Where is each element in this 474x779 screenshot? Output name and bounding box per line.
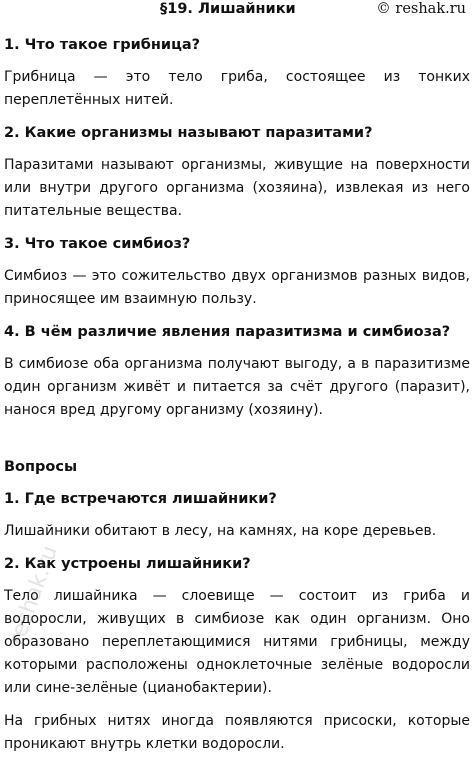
- answer-text: Симбиоз — это сожительство двух организмов разных видов, приносящее им взаимную пользу.: [4, 268, 470, 307]
- watermark-text: reshak.ru: [4, 542, 63, 649]
- answer-text-continued: На грибных нитях иногда появляются присоски, которые проникают внутрь клетки водоросли.: [4, 713, 470, 752]
- answer-text: Паразитами называют организмы, живущие на поверхности или внутри другого организма (хозяина), извлекая из него питательные вещества.: [4, 157, 470, 219]
- page-header: [0, 0, 474, 26]
- answer-text: Лишайники обитают в лесу, на камнях, на коре деревьев.: [4, 523, 437, 539]
- answer-text: Тело лишайника — слоевище — состоит из гриба и водоросли, живущих в симбиозе как один организм. Оно образовано переплетающимися нитями грибницы, между которыми расположены одноклеточные зелёные водоросли или сине-зелёные (цианобактерии).: [4, 588, 470, 696]
- site-credit[interactable]: © reshak.ru: [376, 1, 466, 17]
- page-title: §19. Лишайники: [160, 1, 296, 17]
- answer-text: Грибница — это тело гриба, состоящее из тонких переплетённых нитей.: [4, 69, 470, 108]
- question-heading: 3. Что такое симбиоз?: [4, 236, 191, 252]
- question-heading: 2. Какие организмы называют паразитами?: [4, 125, 373, 141]
- section-title: Вопросы: [4, 459, 78, 475]
- question-heading: 4. В чём различие явления паразитизма и симбиоза?: [4, 324, 451, 340]
- question-heading: 1. Где встречаются лишайники?: [4, 491, 277, 507]
- answer-text: В симбиозе оба организма получают выгоду, а в паразитизме один организм живёт и питается за счёт другого (паразит), нанося вред другому организму (хозяину).: [4, 356, 470, 418]
- question-heading: 2. Как устроены лишайники?: [4, 556, 251, 572]
- question-heading: 1. Что такое грибница?: [4, 37, 201, 53]
- page-content: [4, 26, 470, 766]
